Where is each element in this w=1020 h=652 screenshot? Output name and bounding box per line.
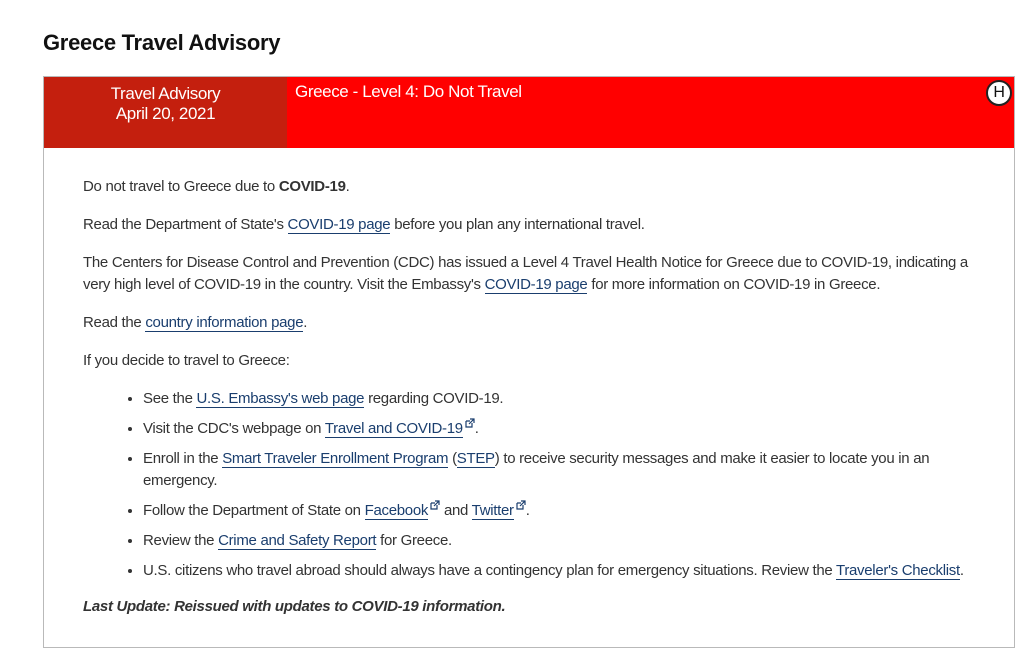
list-item [143, 530, 974, 552]
country-information-link[interactable]: country information page [145, 314, 304, 331]
text: Do not travel to Greece due to [83, 178, 279, 195]
covid-bold-text: COVID-19 [278, 178, 346, 195]
text: for more information on COVID-19 in Greece. [587, 276, 881, 293]
advisory-content [44, 148, 1014, 618]
embassy-web-page-link[interactable]: U.S. Embassy's web page [196, 390, 365, 407]
text: . [345, 178, 350, 195]
text: . [525, 502, 530, 519]
text: Read the Department of State's [83, 216, 288, 233]
text: . [303, 314, 308, 331]
list-item [143, 388, 974, 410]
text: before you plan any international travel. [390, 216, 645, 233]
text: See the [143, 390, 197, 407]
text: and [440, 502, 472, 519]
text: . [959, 562, 964, 579]
advisory-headline: Greece - Level 4: Do Not Travel [295, 82, 522, 101]
step-link[interactable]: STEP [456, 450, 495, 467]
text: for Greece. [376, 532, 452, 549]
smart-traveler-program-link[interactable]: Smart Traveler Enrollment Program [222, 450, 449, 467]
text: Enroll in the [143, 450, 223, 467]
advisory-label: Travel Advisory [110, 84, 221, 103]
text: Review the [143, 532, 219, 549]
travelers-checklist-link[interactable]: Traveler's Checklist [836, 562, 960, 579]
health-indicator-badge[interactable]: H [986, 80, 1012, 106]
text: ( [448, 450, 457, 467]
paragraph-do-not-travel [83, 176, 974, 198]
text: The Centers for Disease Control and Prevention (CDC) has issued a Level 4 Travel Health Notice for Greece due to COVID-19, indicating a very high level of COVID-19 in the country. Visit the Embassy's [83, 254, 968, 293]
advisory-date: April 20, 2021 [115, 104, 216, 123]
list-item [143, 418, 974, 440]
external-link-icon [430, 500, 440, 510]
list-item [143, 500, 974, 522]
advisory-box [43, 76, 1015, 648]
text: Visit the CDC's webpage on [143, 420, 325, 437]
text: regarding COVID-19. [364, 390, 504, 407]
external-link-icon [465, 418, 475, 428]
text: Read the [83, 314, 146, 331]
advisory-level-panel [287, 77, 1014, 148]
text: . [474, 420, 479, 437]
text: Follow the Department of State on [143, 502, 365, 519]
paragraph-cdc-notice [83, 252, 974, 296]
paragraph-if-travel: If you decide to travel to Greece: [83, 352, 290, 369]
travel-tips-list [83, 388, 974, 582]
cdc-travel-covid-link[interactable]: Travel and COVID-19 [324, 420, 463, 437]
paragraph-state-covid [83, 214, 974, 236]
list-item [143, 448, 974, 492]
crime-safety-report-link[interactable]: Crime and Safety Report [218, 532, 377, 549]
embassy-covid-page-link[interactable]: COVID-19 page [484, 276, 588, 293]
twitter-link[interactable]: Twitter [471, 502, 514, 519]
facebook-link[interactable]: Facebook [364, 502, 429, 519]
advisory-banner [44, 77, 1014, 148]
advisory-date-panel [44, 77, 287, 148]
last-update-note: Last Update: Reissued with updates to COVID-19 information. [83, 598, 506, 615]
text: ) to receive security messages and make it easier to locate you in an emergency. [143, 450, 930, 489]
text: U.S. citizens who travel abroad should always have a contingency plan for emergency situations. Review the [143, 562, 837, 579]
list-item [143, 560, 974, 582]
paragraph-country-info [83, 312, 974, 334]
page-title: Greece Travel Advisory [43, 30, 281, 55]
state-covid-page-link[interactable]: COVID-19 page [287, 216, 391, 233]
external-link-icon [516, 500, 526, 510]
